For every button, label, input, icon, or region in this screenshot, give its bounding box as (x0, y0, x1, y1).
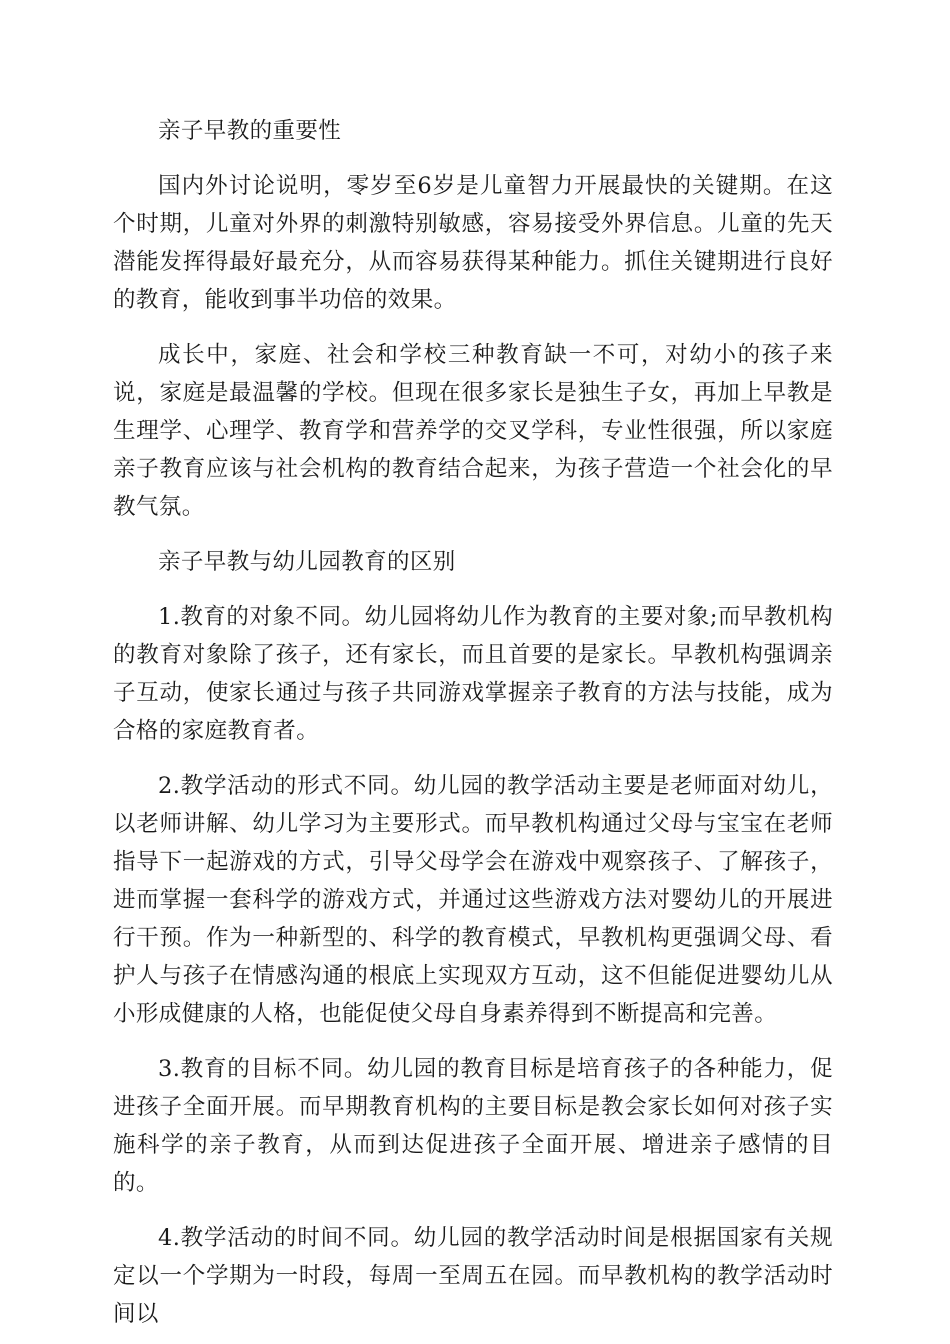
list-item-teaching-form: 2.教学活动的形式不同。幼儿园的教学活动主要是老师面对幼儿，以老师讲解、幼儿学习为主要形式。而早教机构通过父母与宝宝在老师指导下一起游戏的方式，引导父母学会在游戏中观察孩子、了解孩子，进而掌握一套科学的游戏方式，并通过这些游戏方法对婴幼儿的开展进行干预。作为一种新型的、科学的教育模式，早教机构更强调父母、看护人与孩子在情感沟通的根底上实现双方互动，这不但能促进婴幼儿从小形成健康的人格，也能促使父母自身素养得到不断提高和完善。 (113, 773, 833, 1027)
list-item-education-goal: 3.教育的目标不同。幼儿园的教育目标是培育孩子的各种能力，促进孩子全面开展。而早期教育机构的主要目标是教会家长如何对孩子实施科学的亲子教育，从而到达促进孩子全面开展、增进亲子感情的目的。 (113, 1056, 833, 1196)
list-item-teaching-time: 4.教学活动的时间不同。幼儿园的教学活动时间是根据国家有关规定以一个学期为一时段，每周一至周五在园。而早教机构的教学活动时间以 (113, 1225, 833, 1327)
paragraph-critical-period: 国内外讨论说明，零岁至6岁是儿童智力开展最快的关键期。在这个时期，儿童对外界的刺激特别敏感，容易接受外界信息。儿童的先天潜能发挥得最好最充分，从而容易获得某种能力。抓住关键期进行良好的教育，能收到事半功倍的效果。 (113, 173, 833, 313)
section-heading-importance: 亲子早教的重要性 (158, 118, 342, 144)
paragraph-family-education: 成长中，家庭、社会和学校三种教育缺一不可，对幼小的孩子来说，家庭是最温馨的学校。但现在很多家长是独生子女，再加上早教是生理学、心理学、教育学和营养学的交叉学科，专业性很强，所以家庭亲子教育应该与社会机构的教育结合起来，为孩子营造一个社会化的早教气氛。 (113, 342, 833, 520)
section-heading-differences: 亲子早教与幼儿园教育的区别 (158, 549, 456, 575)
document-page (113, 112, 833, 1333)
list-item-education-object: 1.教育的对象不同。幼儿园将幼儿作为教育的主要对象;而早教机构的教育对象除了孩子，还有家长，而且首要的是家长。早教机构强调亲子互动，使家长通过与孩子共同游戏掌握亲子教育的方法与技能，成为合格的家庭教育者。 (113, 604, 833, 744)
